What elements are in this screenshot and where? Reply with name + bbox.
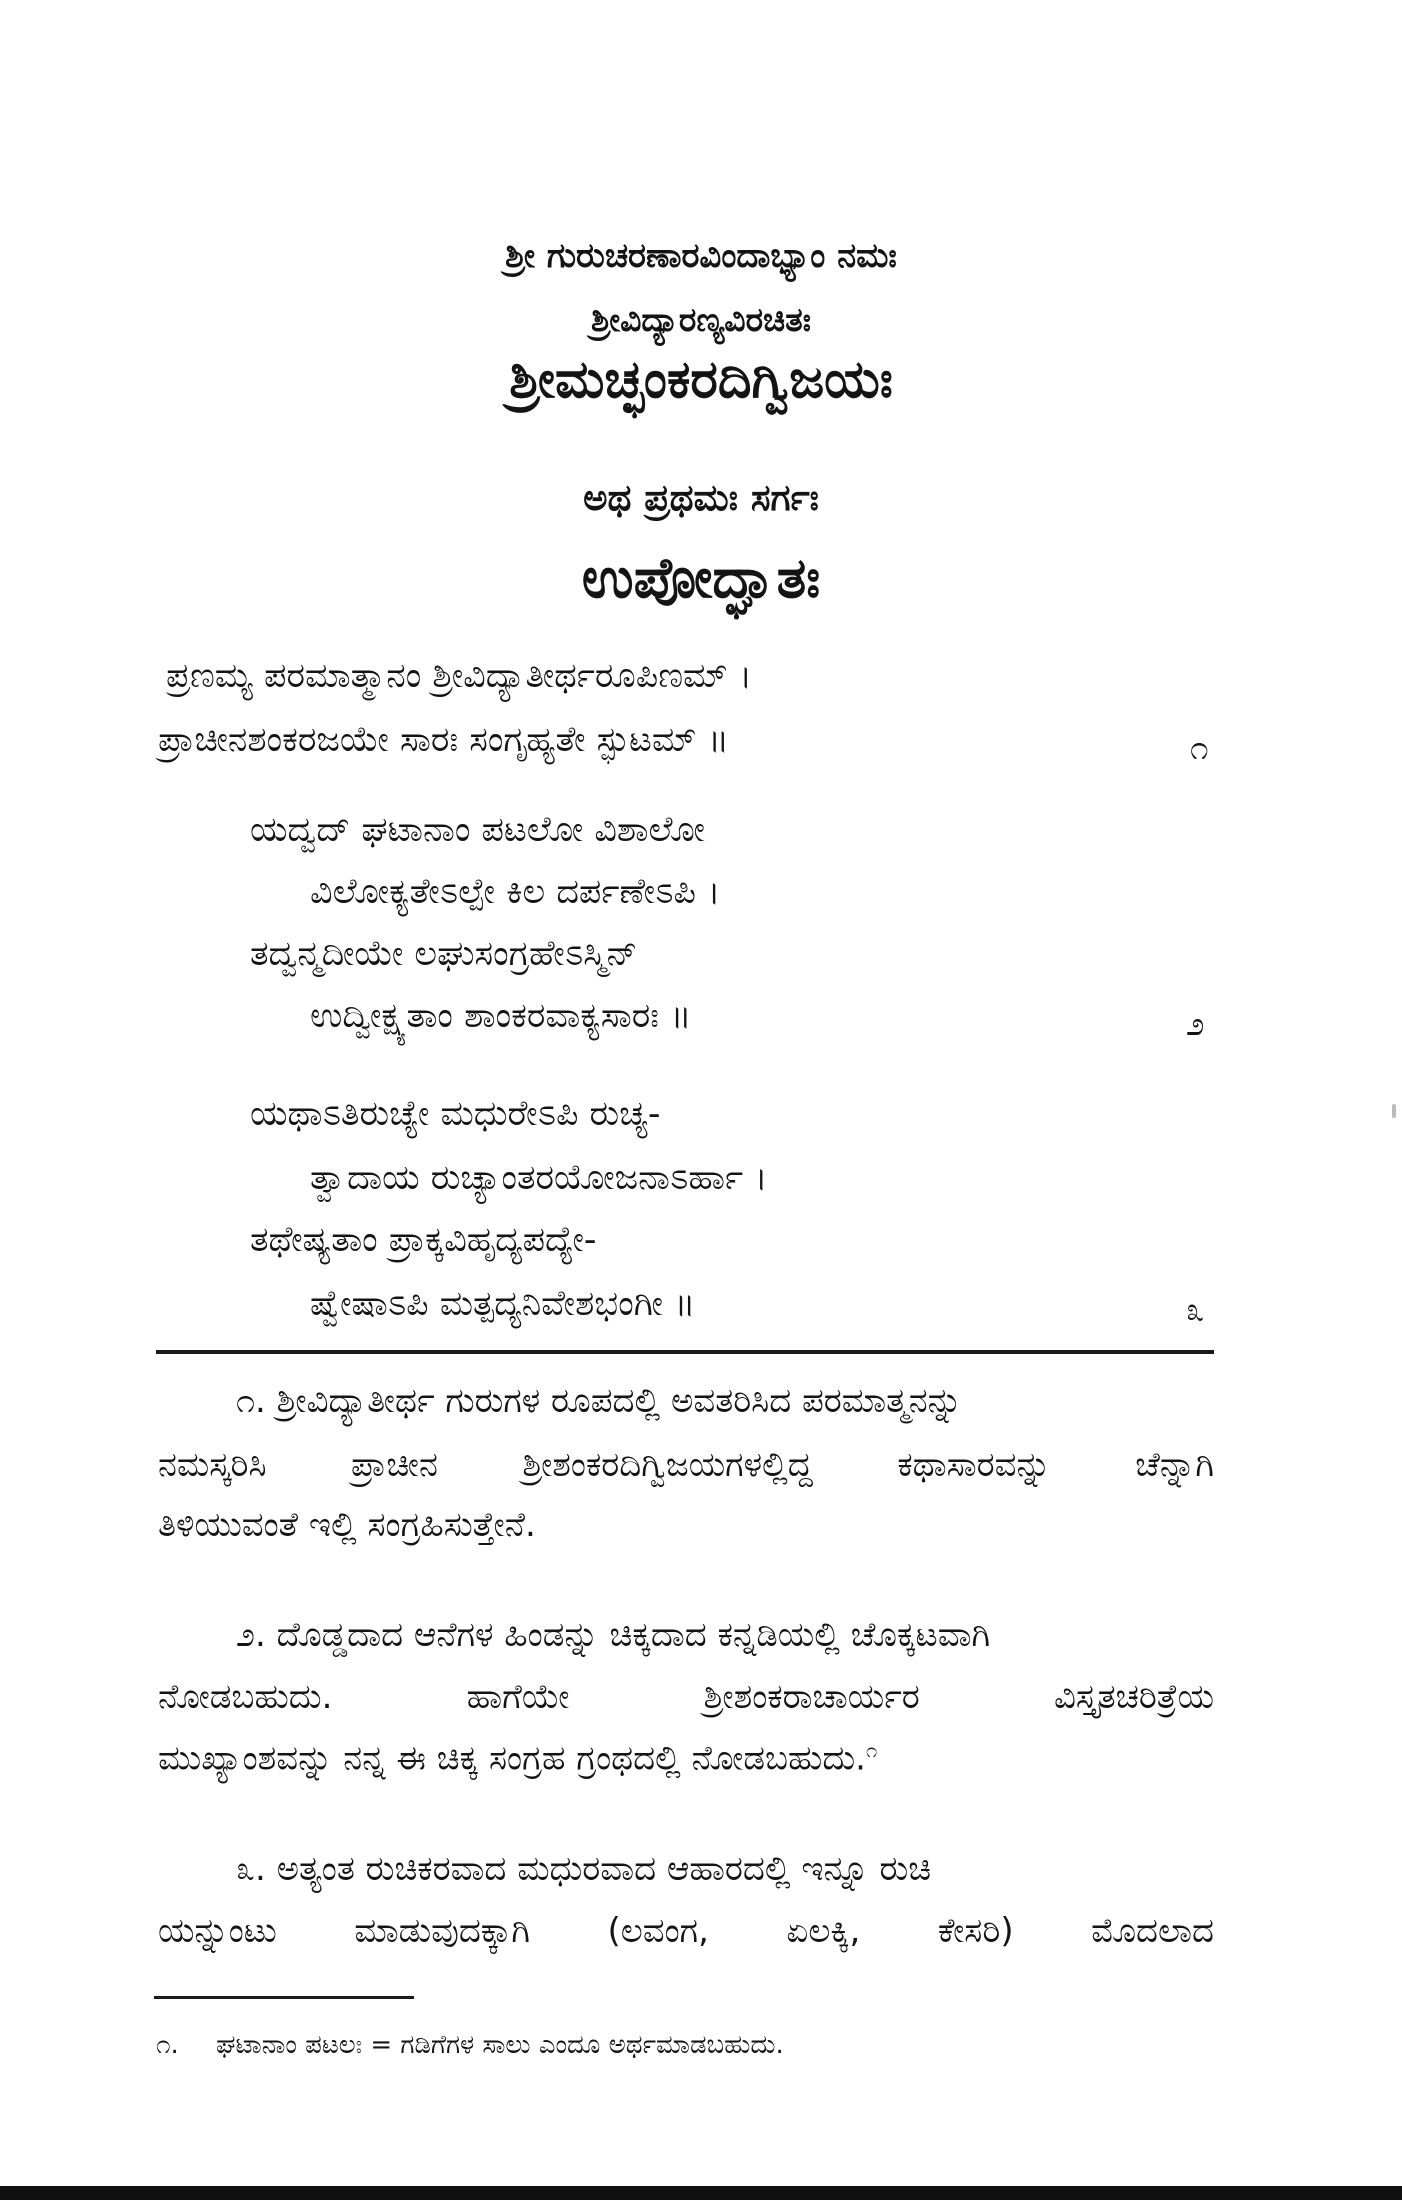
verse-3-line-1: ಯಥಾಽತಿರುಚ್ಯೇ ಮಧುರೇಽಪಿ ರುಚ್ಯ-: [250, 1094, 661, 1134]
word: ನಮಸ್ಕರಿಸಿ: [158, 1445, 267, 1485]
commentary-1-line-3: ತಿಳಿಯುವಂತೆ ಇಲ್ಲಿ ಸಂಗ್ರಹಿಸುತ್ತೇನೆ.: [158, 1505, 536, 1545]
verse-1-number: ೧: [1190, 728, 1209, 767]
verse-3-number: ೩: [1186, 1290, 1205, 1329]
commentary-2-line-3: [158, 1738, 878, 1779]
word: ಯನ್ನುಂಟು: [158, 1911, 277, 1951]
text-commentary-divider: [156, 1350, 1214, 1354]
word: ಮೊದಲಾದ: [1091, 1911, 1214, 1951]
word: (ಲವಂಗ,: [607, 1911, 709, 1951]
word: ಕೇಸರಿ): [937, 1911, 1014, 1951]
chapter-heading: ಅಥ ಪ್ರಥಮಃ ಸರ್ಗಃ: [583, 476, 819, 519]
verse-3-line-4: ಷ್ವೇಷಾಽಪಿ ಮತ್ಪದ್ಯನಿವೇಶಭಂಗೀ ॥: [310, 1284, 696, 1324]
commentary-1-line-2: [158, 1445, 1214, 1485]
author-line: ಶ್ರೀವಿದ್ಯಾರಣ್ಯವಿರಚಿತಃ: [591, 300, 811, 339]
section-heading: ಉಪೋದ್ಘಾತಃ: [581, 546, 821, 611]
word: ಹಾಗೆಯೇ: [466, 1677, 570, 1717]
word: ಏಲಕ್ಕಿ,: [786, 1911, 861, 1951]
word: ಶ್ರೀಶಂಕರದಿಗ್ವಿಜಯಗಳಲ್ಲಿದ್ದ: [522, 1445, 813, 1485]
verse-2-line-2: ವಿಲೋಕ್ಯತೇಽಲ್ಪೇ ಕಿಲ ದರ್ಪಣೇಽಪಿ ।: [310, 872, 721, 912]
footnote-rule: [154, 1996, 414, 1999]
verse-2-line-3: ತದ್ವನ್ಮದೀಯೇ ಲಘುಸಂಗ್ರಹೇಽಸ್ಮಿನ್: [250, 934, 638, 974]
scan-speck: [1392, 1104, 1396, 1118]
commentary-3-line-1: ೩. ಅತ್ಯಂತ ರುಚಿಕರವಾದ ಮಧುರವಾದ ಆಹಾರದಲ್ಲಿ ಇನ್ನೂ ರುಚಿ: [236, 1849, 932, 1889]
footnote-reference: ೧: [865, 1738, 878, 1762]
word: ಪ್ರಾಚೀನ: [351, 1445, 438, 1485]
verse-1-line-2: ಪ್ರಾಚೀನಶಂಕರಜಯೇ ಸಾರಃ ಸಂಗೃಹ್ಯತೇ ಸ್ಫುಟಮ್ ॥: [158, 720, 729, 760]
word: ಶ್ರೀಶಂಕರಾಚಾರ್ಯರ: [703, 1677, 920, 1717]
commentary-2-line-1: ೨. ದೊಡ್ಡದಾದ ಆನೆಗಳ ಹಿಂಡನ್ನು ಚಿಕ್ಕದಾದ ಕನ್ನಡಿಯಲ್ಲಿ ಚೊಕ್ಕಟವಾಗಿ: [236, 1615, 991, 1655]
word: ನೋಡಬಹುದು.: [158, 1677, 333, 1717]
word: ಮಾಡುವುದಕ್ಕಾಗಿ: [354, 1911, 530, 1951]
word: ಚೆನ್ನಾಗಿ: [1135, 1445, 1214, 1485]
verse-2-line-4: ಉದ್ವೀಕ್ಷ್ಯತಾಂ ಶಾಂಕರವಾಕ್ಯಸಾರಃ ॥: [310, 996, 692, 1036]
word: ಕಥಾಸಾರವನ್ನು: [897, 1445, 1051, 1485]
footnote-mark: ೧.: [156, 2030, 179, 2060]
invocation-line: ಶ್ರೀ ಗುರುಚರಣಾರವಿಂದಾಭ್ಯಾಂ ನಮಃ: [505, 236, 897, 276]
verse-3-line-2: ತ್ವಾದಾಯ ರುಚ್ಯಾಂತರಯೋಜನಾಽರ್ಹಾ ।: [310, 1158, 768, 1198]
verse-1-line-1: ಪ್ರಣಮ್ಯ ಪರಮಾತ್ಮಾನಂ ಶ್ರೀವಿದ್ಯಾತೀರ್ಥರೂಪಿಣಮ್ ।: [166, 656, 753, 696]
footnote-text: ಘಟಾನಾಂ ಪಟಲಃ = ಗಡಿಗೆಗಳ ಸಾಲು ಎಂದೂ ಅರ್ಥಮಾಡಬಹುದು.: [216, 2030, 784, 2060]
verse-2-number: ೨: [1186, 1004, 1205, 1043]
verse-3-line-3: ತಥೇಷ್ಯತಾಂ ಪ್ರಾಕ್ಕವಿಹೃದ್ಯಪದ್ಯೇ-: [250, 1220, 597, 1260]
commentary-2-line-2: [158, 1677, 1214, 1717]
word: ವಿಸ್ತೃತಚರಿತ್ರೆಯ: [1053, 1677, 1214, 1717]
verse-2-line-1: ಯದ್ವದ್ ಘಟಾನಾಂ ಪಟಲೋ ವಿಶಾಲೋ: [250, 810, 705, 850]
scan-bottom-edge: [0, 2186, 1402, 2200]
commentary-2-line-3-text: ಮುಖ್ಯಾಂಶವನ್ನು ನನ್ನ ಈ ಚಿಕ್ಕ ಸಂಗ್ರಹ ಗ್ರಂಥದಲ್ಲಿ ನೋಡಬಹುದು.: [158, 1738, 866, 1779]
work-title: ಶ್ರೀಮಚ್ಛಂಕರದಿಗ್ವಿಜಯಃ: [509, 350, 893, 410]
commentary-1-line-1: ೧. ಶ್ರೀವಿದ್ಯಾತೀರ್ಥ ಗುರುಗಳ ರೂಪದಲ್ಲಿ ಅವತರಿಸಿದ ಪರಮಾತ್ಮನನ್ನು: [236, 1381, 962, 1421]
commentary-3-line-2: [158, 1911, 1214, 1951]
